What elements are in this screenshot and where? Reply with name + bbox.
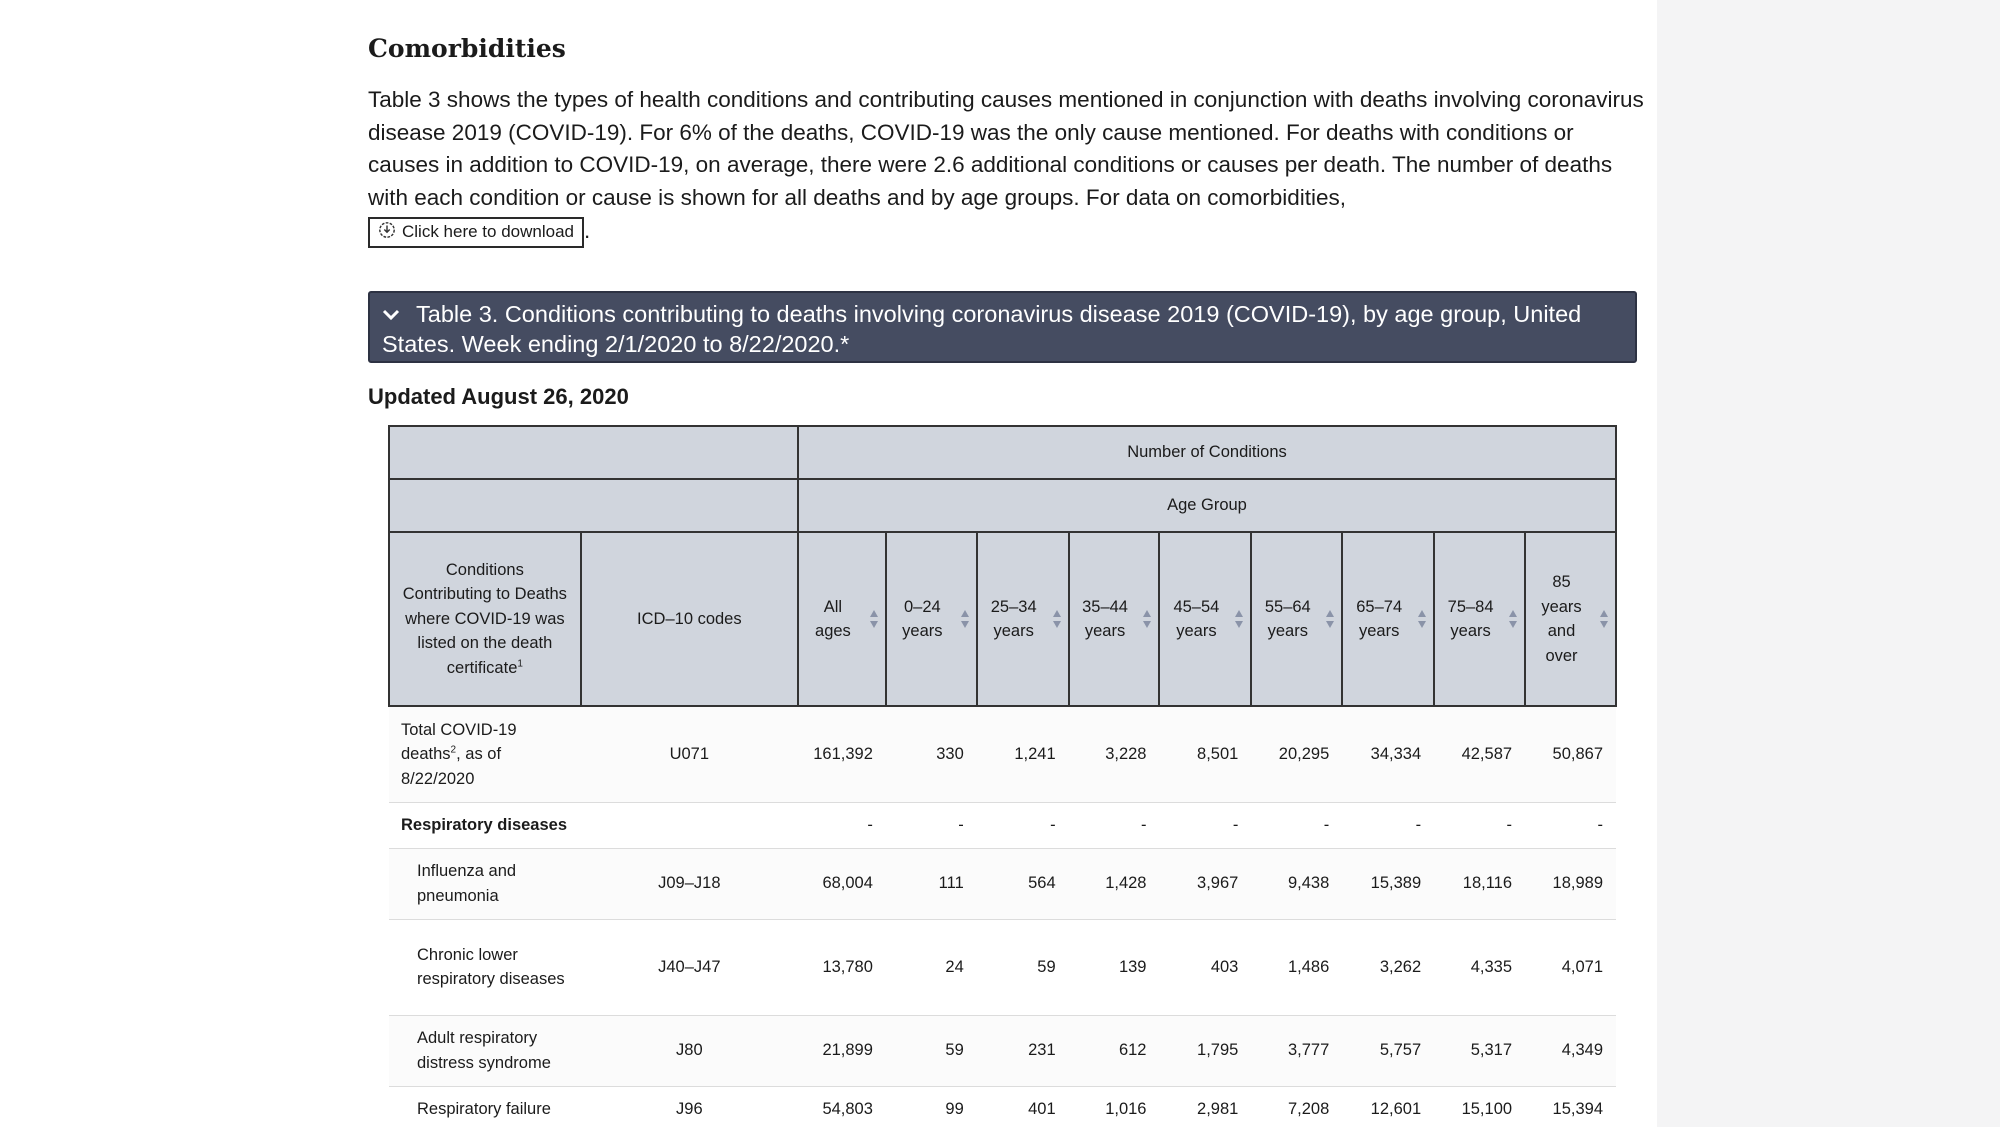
age-col-label: 0–24 years xyxy=(902,597,943,640)
header-number-of-conditions: Number of Conditions xyxy=(798,426,1616,479)
cell-category-name: Respiratory diseases xyxy=(389,802,581,848)
cell-value: 3,777 xyxy=(1251,1015,1342,1086)
table-accordion-header[interactable] xyxy=(368,291,1637,363)
age-col-label: All ages xyxy=(815,597,851,640)
cell-value: 15,100 xyxy=(1434,1086,1525,1127)
cell-value: 21,899 xyxy=(798,1015,886,1086)
cell-code: J80 xyxy=(581,1015,798,1086)
cell-value: 20,295 xyxy=(1251,706,1342,802)
cell-value: 5,317 xyxy=(1434,1015,1525,1086)
cell-value: 2,981 xyxy=(1159,1086,1251,1127)
cell-value: 18,116 xyxy=(1434,848,1525,919)
sort-icon[interactable] xyxy=(1508,609,1518,629)
cell-code: J96 xyxy=(581,1086,798,1127)
section-title: Comorbidities xyxy=(368,34,566,63)
table-row xyxy=(389,919,1616,1015)
cell-value: 1,241 xyxy=(977,706,1069,802)
sort-icon[interactable] xyxy=(1142,609,1152,629)
download-button-label: Click here to download xyxy=(402,222,574,242)
conditions-table xyxy=(388,425,1617,1127)
cell-value: 3,262 xyxy=(1342,919,1434,1015)
cell-code: J09–J18 xyxy=(581,848,798,919)
cell-value: 59 xyxy=(977,919,1069,1015)
intro-paragraph xyxy=(368,84,1648,248)
download-suffix: . xyxy=(583,218,591,243)
cell-value: 1,016 xyxy=(1069,1086,1160,1127)
cell-value: 4,349 xyxy=(1525,1015,1616,1086)
age-col-label: 25–34 years xyxy=(990,597,1037,640)
cell-value: 50,867 xyxy=(1525,706,1616,802)
cell-name: Adult respiratory distress syndrome xyxy=(389,1015,581,1086)
age-col-label: 85 years and over xyxy=(1541,573,1582,665)
cell-code xyxy=(581,802,798,848)
col-header-85-plus[interactable] xyxy=(1525,532,1616,706)
sort-icon[interactable] xyxy=(1599,609,1609,629)
cell-value: - xyxy=(1342,802,1434,848)
col-header-35-44[interactable] xyxy=(1069,532,1160,706)
cell-value: - xyxy=(1525,802,1616,848)
table-row xyxy=(389,848,1616,919)
total-name-suffix: , as of 8/22/2020 xyxy=(401,745,502,788)
cell-value: 54,803 xyxy=(798,1086,886,1127)
cell-value: - xyxy=(1251,802,1342,848)
age-col-label: 35–44 years xyxy=(1082,597,1128,640)
table-row xyxy=(389,1015,1616,1086)
header-blank-1 xyxy=(389,426,798,479)
footnote-2: 2 xyxy=(450,744,457,756)
age-col-label: 55–64 years xyxy=(1264,597,1311,640)
download-button[interactable] xyxy=(368,217,584,248)
intro-text: Table 3 shows the types of health conditions and contributing causes mentioned in conjunction with deaths involving coronavirus disease 2019 (COVID-19). For 6% of the deaths, COVID-19 was the only cause mentioned. For deaths with conditions or causes in addition to COVID-19, on average, there were 2.6 additional conditions or causes per death. The number of deaths with each condition or cause is shown for all deaths and by age groups. For data on comorbidities, xyxy=(368,87,1644,210)
age-col-label: 65–74 years xyxy=(1356,597,1403,640)
total-name: Total COVID-19 deaths xyxy=(401,720,517,763)
download-icon xyxy=(378,221,396,244)
cell-value: - xyxy=(1069,802,1160,848)
col-header-icd-codes: ICD–10 codes xyxy=(581,532,798,706)
cell-value: 99 xyxy=(886,1086,977,1127)
col-header-all-ages[interactable] xyxy=(798,532,886,706)
cell-value: 15,394 xyxy=(1525,1086,1616,1127)
cell-value: 24 xyxy=(886,919,977,1015)
cell-value: 68,004 xyxy=(798,848,886,919)
cell-value: 1,795 xyxy=(1159,1015,1251,1086)
cell-value: 401 xyxy=(977,1086,1069,1127)
header-blank-2 xyxy=(389,479,798,532)
age-col-label: 45–54 years xyxy=(1173,597,1220,640)
cell-value: - xyxy=(1159,802,1251,848)
sort-icon[interactable] xyxy=(1325,609,1335,629)
cell-value: 12,601 xyxy=(1342,1086,1434,1127)
cell-value: 8,501 xyxy=(1159,706,1251,802)
updated-date: Updated August 26, 2020 xyxy=(368,384,629,409)
col-header-0-24[interactable] xyxy=(886,532,977,706)
cell-value: 9,438 xyxy=(1251,848,1342,919)
cell-value: 34,334 xyxy=(1342,706,1434,802)
sort-icon[interactable] xyxy=(869,609,879,629)
table-row-total xyxy=(389,706,1616,802)
chevron-down-icon xyxy=(382,299,406,329)
cell-value: 4,335 xyxy=(1434,919,1525,1015)
download-row xyxy=(368,215,1648,248)
cell-value: 59 xyxy=(886,1015,977,1086)
cell-value: 42,587 xyxy=(1434,706,1525,802)
cell-value: 612 xyxy=(1069,1015,1160,1086)
col-header-65-74[interactable] xyxy=(1342,532,1434,706)
header-row-columns xyxy=(389,532,1616,706)
cell-value: 3,228 xyxy=(1069,706,1160,802)
table-row xyxy=(389,1086,1616,1127)
header-row-age xyxy=(389,479,1616,532)
cell-value: 231 xyxy=(977,1015,1069,1086)
cell-value: 5,757 xyxy=(1342,1015,1434,1086)
cell-value: 1,428 xyxy=(1069,848,1160,919)
col-header-55-64[interactable] xyxy=(1251,532,1342,706)
cell-name: Respiratory failure xyxy=(389,1086,581,1127)
sort-icon[interactable] xyxy=(1417,609,1427,629)
cell-value: 7,208 xyxy=(1251,1086,1342,1127)
cell-value: - xyxy=(977,802,1069,848)
col-header-25-34[interactable] xyxy=(977,532,1069,706)
accordion-title: Table 3. Conditions contributing to deaths involving coronavirus disease 2019 (COVID-19), by age group, United States. Week ending 2/1/2020 to 8/22/2020.* xyxy=(382,301,1582,357)
col-header-conditions-text: Conditions Contributing to Deaths where COVID-19 was listed on the death certificate xyxy=(402,560,567,677)
table-row-category xyxy=(389,802,1616,848)
cell-value: 13,780 xyxy=(798,919,886,1015)
sort-icon[interactable] xyxy=(1234,609,1244,629)
cell-value: - xyxy=(886,802,977,848)
cell-code: U071 xyxy=(581,706,798,802)
cell-value: - xyxy=(1434,802,1525,848)
cell-value: 139 xyxy=(1069,919,1160,1015)
cell-name: Chronic lower respiratory diseases xyxy=(389,919,581,1015)
cell-name xyxy=(389,706,581,802)
col-header-75-84[interactable] xyxy=(1434,532,1525,706)
cell-value: 111 xyxy=(886,848,977,919)
cell-value: 4,071 xyxy=(1525,919,1616,1015)
cell-value: 330 xyxy=(886,706,977,802)
cell-name: Influenza and pneumonia xyxy=(389,848,581,919)
col-header-45-54[interactable] xyxy=(1159,532,1251,706)
age-col-label: 75–84 years xyxy=(1447,597,1494,640)
cell-code: J40–J47 xyxy=(581,919,798,1015)
sort-icon[interactable] xyxy=(1052,609,1062,629)
header-row-number xyxy=(389,426,1616,479)
cell-value: 18,989 xyxy=(1525,848,1616,919)
col-header-conditions xyxy=(389,532,581,706)
cell-value: 1,486 xyxy=(1251,919,1342,1015)
right-gutter xyxy=(1657,0,2000,1127)
cell-value: 15,389 xyxy=(1342,848,1434,919)
header-age-group: Age Group xyxy=(798,479,1616,532)
sort-icon[interactable] xyxy=(960,609,970,629)
cell-value: - xyxy=(798,802,886,848)
footnote-1: 1 xyxy=(517,658,523,670)
cell-value: 161,392 xyxy=(798,706,886,802)
cell-value: 3,967 xyxy=(1159,848,1251,919)
cell-value: 564 xyxy=(977,848,1069,919)
cell-value: 403 xyxy=(1159,919,1251,1015)
